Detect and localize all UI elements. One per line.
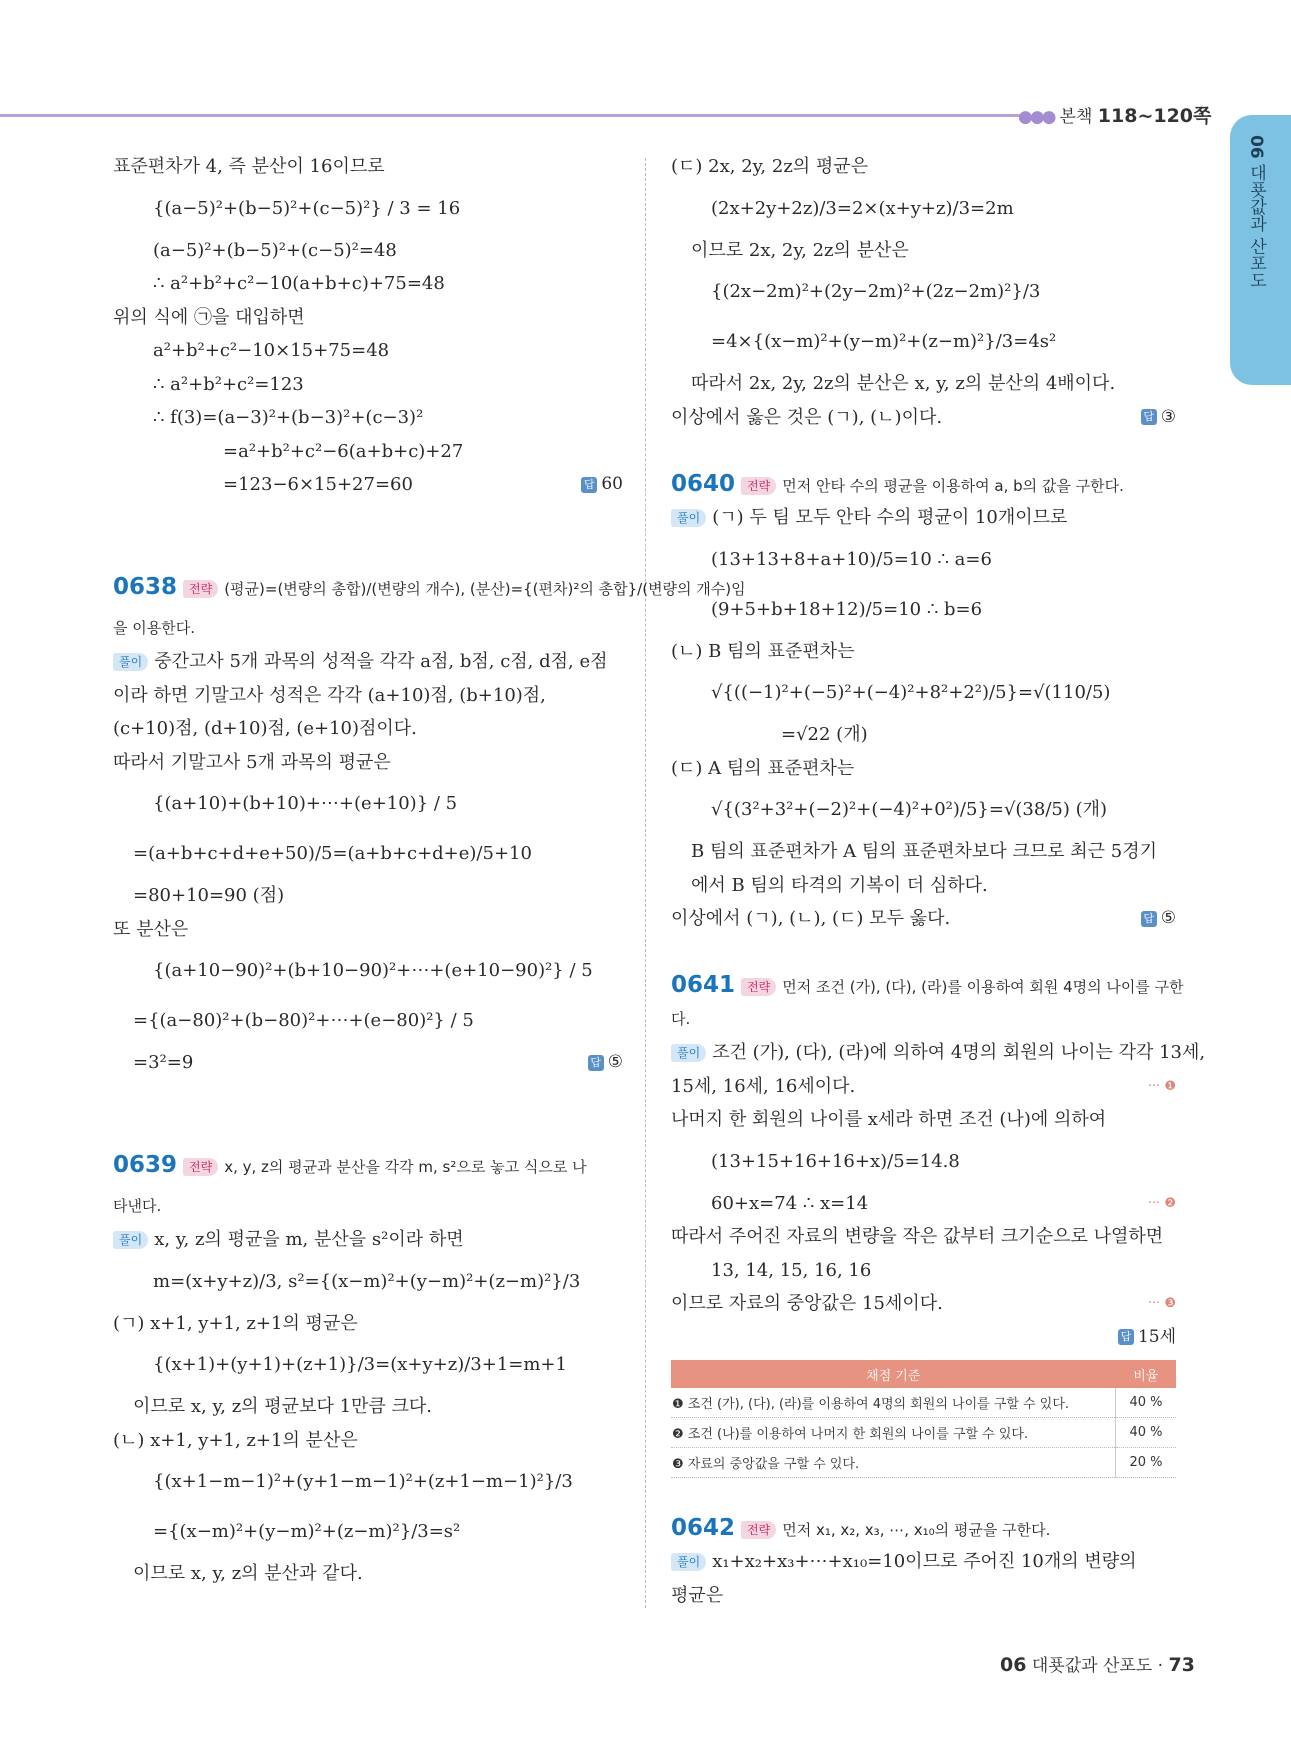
equation: √{(3²+3²+(−2)²+(−4)²+0²)/5}=√(38/5) (개) [711,799,1108,820]
problem-header-0639 [113,1140,623,1190]
strategy-text: x, y, z의 평균과 분산을 각각 m, s²으로 놓고 식으로 나 [224,1157,587,1176]
strategy-text: 타낸다. [113,1196,162,1215]
answer-0639: 답 ③ [1141,401,1176,435]
equation: =(a+b+c+d+e+50)/5=(a+b+c+d+e)/5+10 [133,843,532,864]
solution-line: 평균은 [671,1584,724,1606]
problem-header-0638 [113,562,746,612]
strategy-text: (평균)=(변량의 총합)/(변량의 개수), (분산)={(편차)²의 총합}/(변량의 개수)임 [224,579,746,598]
spacer [671,936,1176,970]
grading-rate: 20 % [1116,1448,1177,1478]
strategy-badge: 전략 [183,580,218,598]
grading-criteria: ❸ 자료의 중앙값을 구할 수 있다. [671,1448,1116,1478]
solution-line: 에서 B 팀의 타격의 기복이 더 심하다. [691,874,988,896]
equation: (13+13+8+a+10)/5=10 ∴ a=6 [711,548,992,570]
step-marker: ··· ❶ [1147,1078,1176,1094]
equation: =4×{(x−m)²+(y−m)²+(z−m)²}/3=4s² [711,331,1057,352]
equation: {(a+10−90)²+(b+10−90)²+⋯+(e+10−90)²} / 5 [153,960,593,981]
strategy-text: 먼저 x₁, x₂, x₃, ⋯, x₁₀의 평균을 구한다. [782,1520,1051,1539]
grading-header-criteria: 채점 기준 [671,1360,1116,1388]
solution-line: 이므로 x, y, z의 분산과 같다. [133,1563,363,1584]
solution-line: 이상에서 옳은 것은 (ㄱ), (ㄴ)이다. 답 ③ [671,401,1176,435]
solution-line: (ㄷ) 2x, 2y, 2z의 평균은 [671,156,869,177]
strategy-text: 을 이용한다. [113,618,195,637]
equation: =a²+b²+c²−6(a+b+c)+27 [223,440,464,462]
equation: ={(x−m)²+(y−m)²+(z−m)²}/3=s² [153,1521,461,1542]
grading-header-rate: 비율 [1116,1360,1177,1388]
answer-icon: 답 [588,1055,604,1071]
strategy-badge: 전략 [741,477,776,495]
solution-line: (ㄱ) x+1, y+1, z+1의 평균은 [113,1312,358,1334]
spacer [671,434,1176,468]
solution-badge: 풀이 [671,1553,706,1571]
header-rule [0,114,1030,117]
equation: 60+x=74 ∴ x=14 ··· ❷ [671,1187,1176,1221]
solution-line: 따라서 주어진 자료의 변량을 작은 값부터 크기순으로 나열하면 [671,1226,1164,1247]
solution-line: 이므로 2x, 2y, 2z의 분산은 [691,239,909,261]
solution-badge: 풀이 [671,1044,706,1062]
problem-header-0641 [671,969,1184,1003]
answer-icon: 답 [1118,1329,1134,1345]
solution-badge: 풀이 [113,1231,148,1249]
grading-criteria: ❶ 조건 (가), (다), (라)를 이용하여 4명의 회원의 나이를 구할 수 있다. [671,1388,1116,1418]
equation: =√22 (개) [781,724,868,745]
flower-icon: ●●● [1018,107,1054,127]
solution-line: (ㄷ) A 팀의 표준편차는 [671,757,855,779]
header-page-ref: ●●● 본책 118~120쪽 [1018,105,1212,127]
solution-line: 풀이 조건 (가), (다), (라)에 의하여 4명의 회원의 나이는 각각 13세, [671,1036,1176,1070]
table-row [671,1388,1176,1418]
problem-number: 0638 [113,573,178,600]
equation: {(x+1−m−1)²+(y+1−m−1)²+(z+1−m−1)²}/3 [153,1471,573,1492]
solution-badge: 풀이 [671,509,706,527]
solution-line: 나머지 한 회원의 나이를 x세라 하면 조건 (나)에 의하여 [671,1109,1107,1130]
solution-line: B 팀의 표준편차가 A 팀의 표준편차보다 크므로 최근 5경기 [691,841,1157,862]
answer-icon: 답 [581,477,597,493]
equation: (2x+2y+2z)/3=2×(x+y+z)/3=2m [711,197,1014,219]
grading-rate: 40 % [1116,1388,1177,1418]
answer-icon: 답 [1141,911,1157,927]
problem-number: 0639 [113,1151,178,1178]
step-marker: ··· ❸ [1147,1296,1176,1311]
equation: a²+b²+c²−10×15+75=48 [153,340,390,361]
equation: =3²=9 답 ⑤ [113,1046,623,1080]
solution-line: (c+10)점, (d+10)점, (e+10)점이다. [113,718,417,739]
text-line: 위의 식에 ㉠을 대입하면 [113,306,305,328]
equation: m=(x+y+z)/3, s²={(x−m)²+(y−m)²+(z−m)²}/3 [153,1270,581,1292]
solution-line: 따라서 기말고사 5개 과목의 평균은 [113,751,391,773]
step-marker: ··· ❷ [1147,1195,1176,1211]
equation: {(x+1)+(y+1)+(z+1)}/3=(x+y+z)/3+1=m+1 [153,1354,567,1375]
right-column [671,150,1206,1612]
equation: ∴ f(3)=(a−3)²+(b−3)²+(c−3)² [153,407,424,428]
solution-line: (ㄴ) B 팀의 표준편차는 [671,640,855,662]
equation: {(a−5)²+(b−5)²+(c−5)²} / 3 = 16 [153,197,461,219]
spacer [671,1478,1176,1512]
solution-line: 풀이 중간고사 5개 과목의 성적을 각각 a점, b점, c점, d점, e점 [113,645,623,679]
answer-0640: 답 ⑤ [1141,902,1176,936]
solution-line: 이므로 자료의 중앙값은 15세이다. ··· ❸ [671,1287,1176,1321]
table-row [671,1448,1176,1478]
equation: ∴ a²+b²+c²−10(a+b+c)+75=48 [153,273,445,294]
grading-criteria: ❷ 조건 (나)를 이용하여 나머지 한 회원의 나이를 구할 수 있다. [671,1418,1116,1448]
solution-line: (ㄴ) x+1, y+1, z+1의 분산은 [113,1429,358,1451]
solution-line: 15세, 16세, 16세이다. ··· ❶ [671,1070,1176,1104]
strategy-text: 다. [671,1009,691,1028]
answer-0637: 답 60 [581,468,623,502]
equation: 13, 14, 15, 16, 16 [711,1259,872,1281]
answer-0641: 답 15세 [1118,1321,1176,1355]
equation: √{((−1)²+(−5)²+(−4)²+8²+2²)/5}=√(110/5) [711,682,1111,703]
solution-line: 이라 하면 기말고사 성적은 각각 (a+10)점, (b+10)점, [113,684,546,706]
solution-line: 이상에서 (ㄱ), (ㄴ), (ㄷ) 모두 옳다. 답 ⑤ [671,902,1176,936]
equation: (9+5+b+18+12)/5=10 ∴ b=6 [711,598,983,620]
chapter-side-tab-label: 06 대푯값과 산포도 [1246,135,1266,289]
strategy-badge: 전략 [741,1521,776,1539]
solution-line: 풀이 x₁+x₂+x₃+⋯+x₁₀=10이므로 주어진 10개의 변량의 [671,1545,1176,1579]
solution-line: 풀이 x, y, z의 평균을 m, 분산을 s²이라 하면 [113,1223,623,1257]
column-divider [645,158,646,1608]
page-footer: 06 대푯값과 산포도 · 73 [1000,1654,1195,1676]
problem-header-0640 [671,468,1176,502]
equation: (13+15+16+16+x)/5=14.8 [711,1150,960,1172]
strategy-badge: 전략 [183,1158,218,1176]
strategy-badge: 전략 [741,978,776,996]
answer-0638: 답 ⑤ [588,1046,623,1080]
solution-line: 이므로 x, y, z의 평균보다 1만큼 크다. [133,1396,433,1417]
equation: ={(a−80)²+(b−80)²+⋯+(e−80)²} / 5 [133,1010,474,1031]
problem-number: 0640 [671,470,736,497]
solution-line: 따라서 2x, 2y, 2z의 분산은 x, y, z의 분산의 4배이다. [691,373,1116,394]
equation: ∴ a²+b²+c²=123 [153,373,304,395]
equation: {(2x−2m)²+(2y−2m)²+(2z−2m)²}/3 [711,281,1041,302]
problem-number: 0641 [671,972,736,998]
strategy-text: 먼저 조건 (가), (다), (라)를 이용하여 회원 4명의 나이를 구한 [782,978,1184,996]
equation: (a−5)²+(b−5)²+(c−5)²=48 [153,239,397,261]
spacer [113,1080,623,1140]
solution-line: 또 분산은 [113,918,189,940]
text-line: 표준편차가 4, 즉 분산이 16이므로 [113,156,385,177]
grading-table [671,1360,1176,1478]
equation: =80+10=90 (점) [133,885,285,906]
solution-badge: 풀이 [113,653,148,671]
spacer [113,502,623,562]
problem-header-0642 [671,1512,1176,1546]
table-row [671,1418,1176,1448]
solution-line: 풀이 (ㄱ) 두 팀 모두 안타 수의 평균이 10개이므로 [671,501,1176,535]
strategy-text: 먼저 안타 수의 평균을 이용하여 a, b의 값을 구한다. [782,476,1124,495]
equation: {(a+10)+(b+10)+⋯+(e+10)} / 5 [153,793,458,814]
grading-rate: 40 % [1116,1418,1177,1448]
equation: =123−6×15+27=60 답 60 [113,468,623,502]
problem-number: 0642 [671,1514,736,1541]
answer-icon: 답 [1141,409,1157,425]
answer-line [671,1321,1176,1355]
